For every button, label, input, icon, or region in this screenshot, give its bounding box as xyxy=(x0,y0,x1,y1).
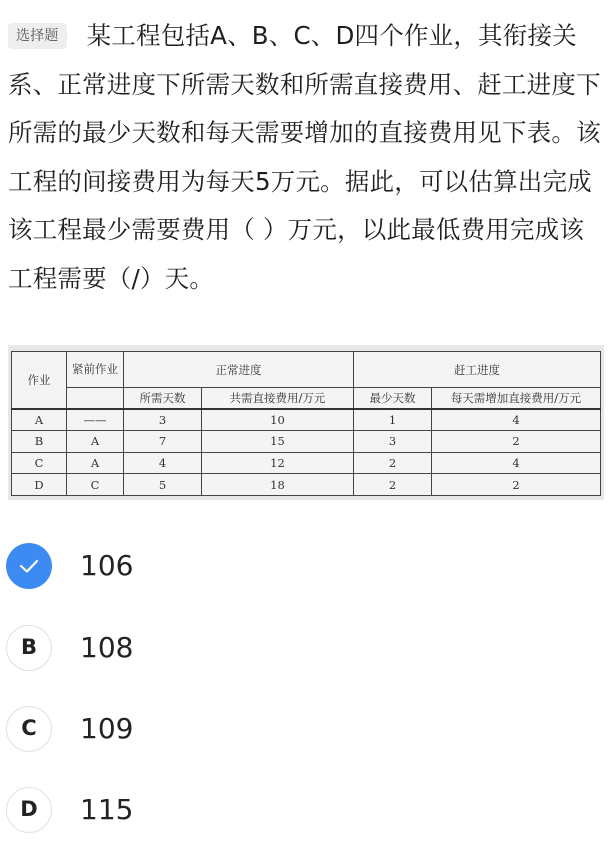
cell-min-days: 2 xyxy=(354,474,432,496)
question-stem xyxy=(8,12,602,303)
cell-extra: 4 xyxy=(432,409,601,431)
cell-cost: 10 xyxy=(202,409,354,431)
cell-pred: C xyxy=(67,474,124,496)
header-extra-cost: 每天需增加直接费用/万元 xyxy=(432,388,601,409)
header-cost: 共需直接费用/万元 xyxy=(202,388,354,409)
cell-cost: 18 xyxy=(202,474,354,496)
question-type-badge: 选择题 xyxy=(8,23,67,49)
option-text: 106 xyxy=(80,549,134,582)
cell-days: 5 xyxy=(124,474,202,496)
cell-job: A xyxy=(12,409,67,431)
cell-pred: A xyxy=(67,430,124,452)
selected-indicator[interactable] xyxy=(6,543,52,589)
cell-cost: 15 xyxy=(202,430,354,452)
table-row xyxy=(12,452,601,474)
cell-pred: A xyxy=(67,452,124,474)
cell-cost: 12 xyxy=(202,452,354,474)
option-c[interactable] xyxy=(4,706,604,756)
cell-pred: —— xyxy=(67,409,124,431)
table-row xyxy=(12,430,601,452)
header-normal: 正常进度 xyxy=(124,352,354,388)
cell-min-days: 2 xyxy=(354,452,432,474)
option-text: 109 xyxy=(80,712,134,745)
option-d[interactable] xyxy=(4,787,604,837)
question-text: 某工程包括A、B、C、D四个作业，其衔接关系、正常进度下所需天数和所需直接费用、赶工进度下所需的最少天数和每天需要增加的直接费用见下表。该工程的间接费用为每天5万元。据此，可以估算出完成该工程最少需要费用（ ）万元，以此最低费用完成该工程需要（/）天。 xyxy=(8,21,601,293)
cell-extra: 4 xyxy=(432,452,601,474)
cell-days: 4 xyxy=(124,452,202,474)
option-text: 115 xyxy=(80,793,134,826)
header-crash: 赶工进度 xyxy=(354,352,601,388)
option-text: 108 xyxy=(80,631,134,664)
cell-job: C xyxy=(12,452,67,474)
cell-min-days: 3 xyxy=(354,430,432,452)
cell-min-days: 1 xyxy=(354,409,432,431)
option-letter[interactable]: B xyxy=(6,625,52,671)
cell-extra: 2 xyxy=(432,474,601,496)
checkmark-icon xyxy=(19,558,39,574)
question-table-image xyxy=(8,345,604,500)
option-a[interactable] xyxy=(4,543,604,593)
header-predecessor-sub xyxy=(67,388,124,409)
header-job: 作业 xyxy=(12,352,67,409)
table-row xyxy=(12,474,601,496)
header-days: 所需天数 xyxy=(124,388,202,409)
cell-days: 3 xyxy=(124,409,202,431)
header-min-days: 最少天数 xyxy=(354,388,432,409)
table-row xyxy=(12,409,601,431)
option-b[interactable] xyxy=(4,625,604,675)
option-letter[interactable]: D xyxy=(6,787,52,833)
header-predecessor: 紧前作业 xyxy=(67,352,124,388)
cell-days: 7 xyxy=(124,430,202,452)
cell-job: D xyxy=(12,474,67,496)
option-letter[interactable]: C xyxy=(6,706,52,752)
job-table xyxy=(11,351,601,496)
cell-job: B xyxy=(12,430,67,452)
cell-extra: 2 xyxy=(432,430,601,452)
